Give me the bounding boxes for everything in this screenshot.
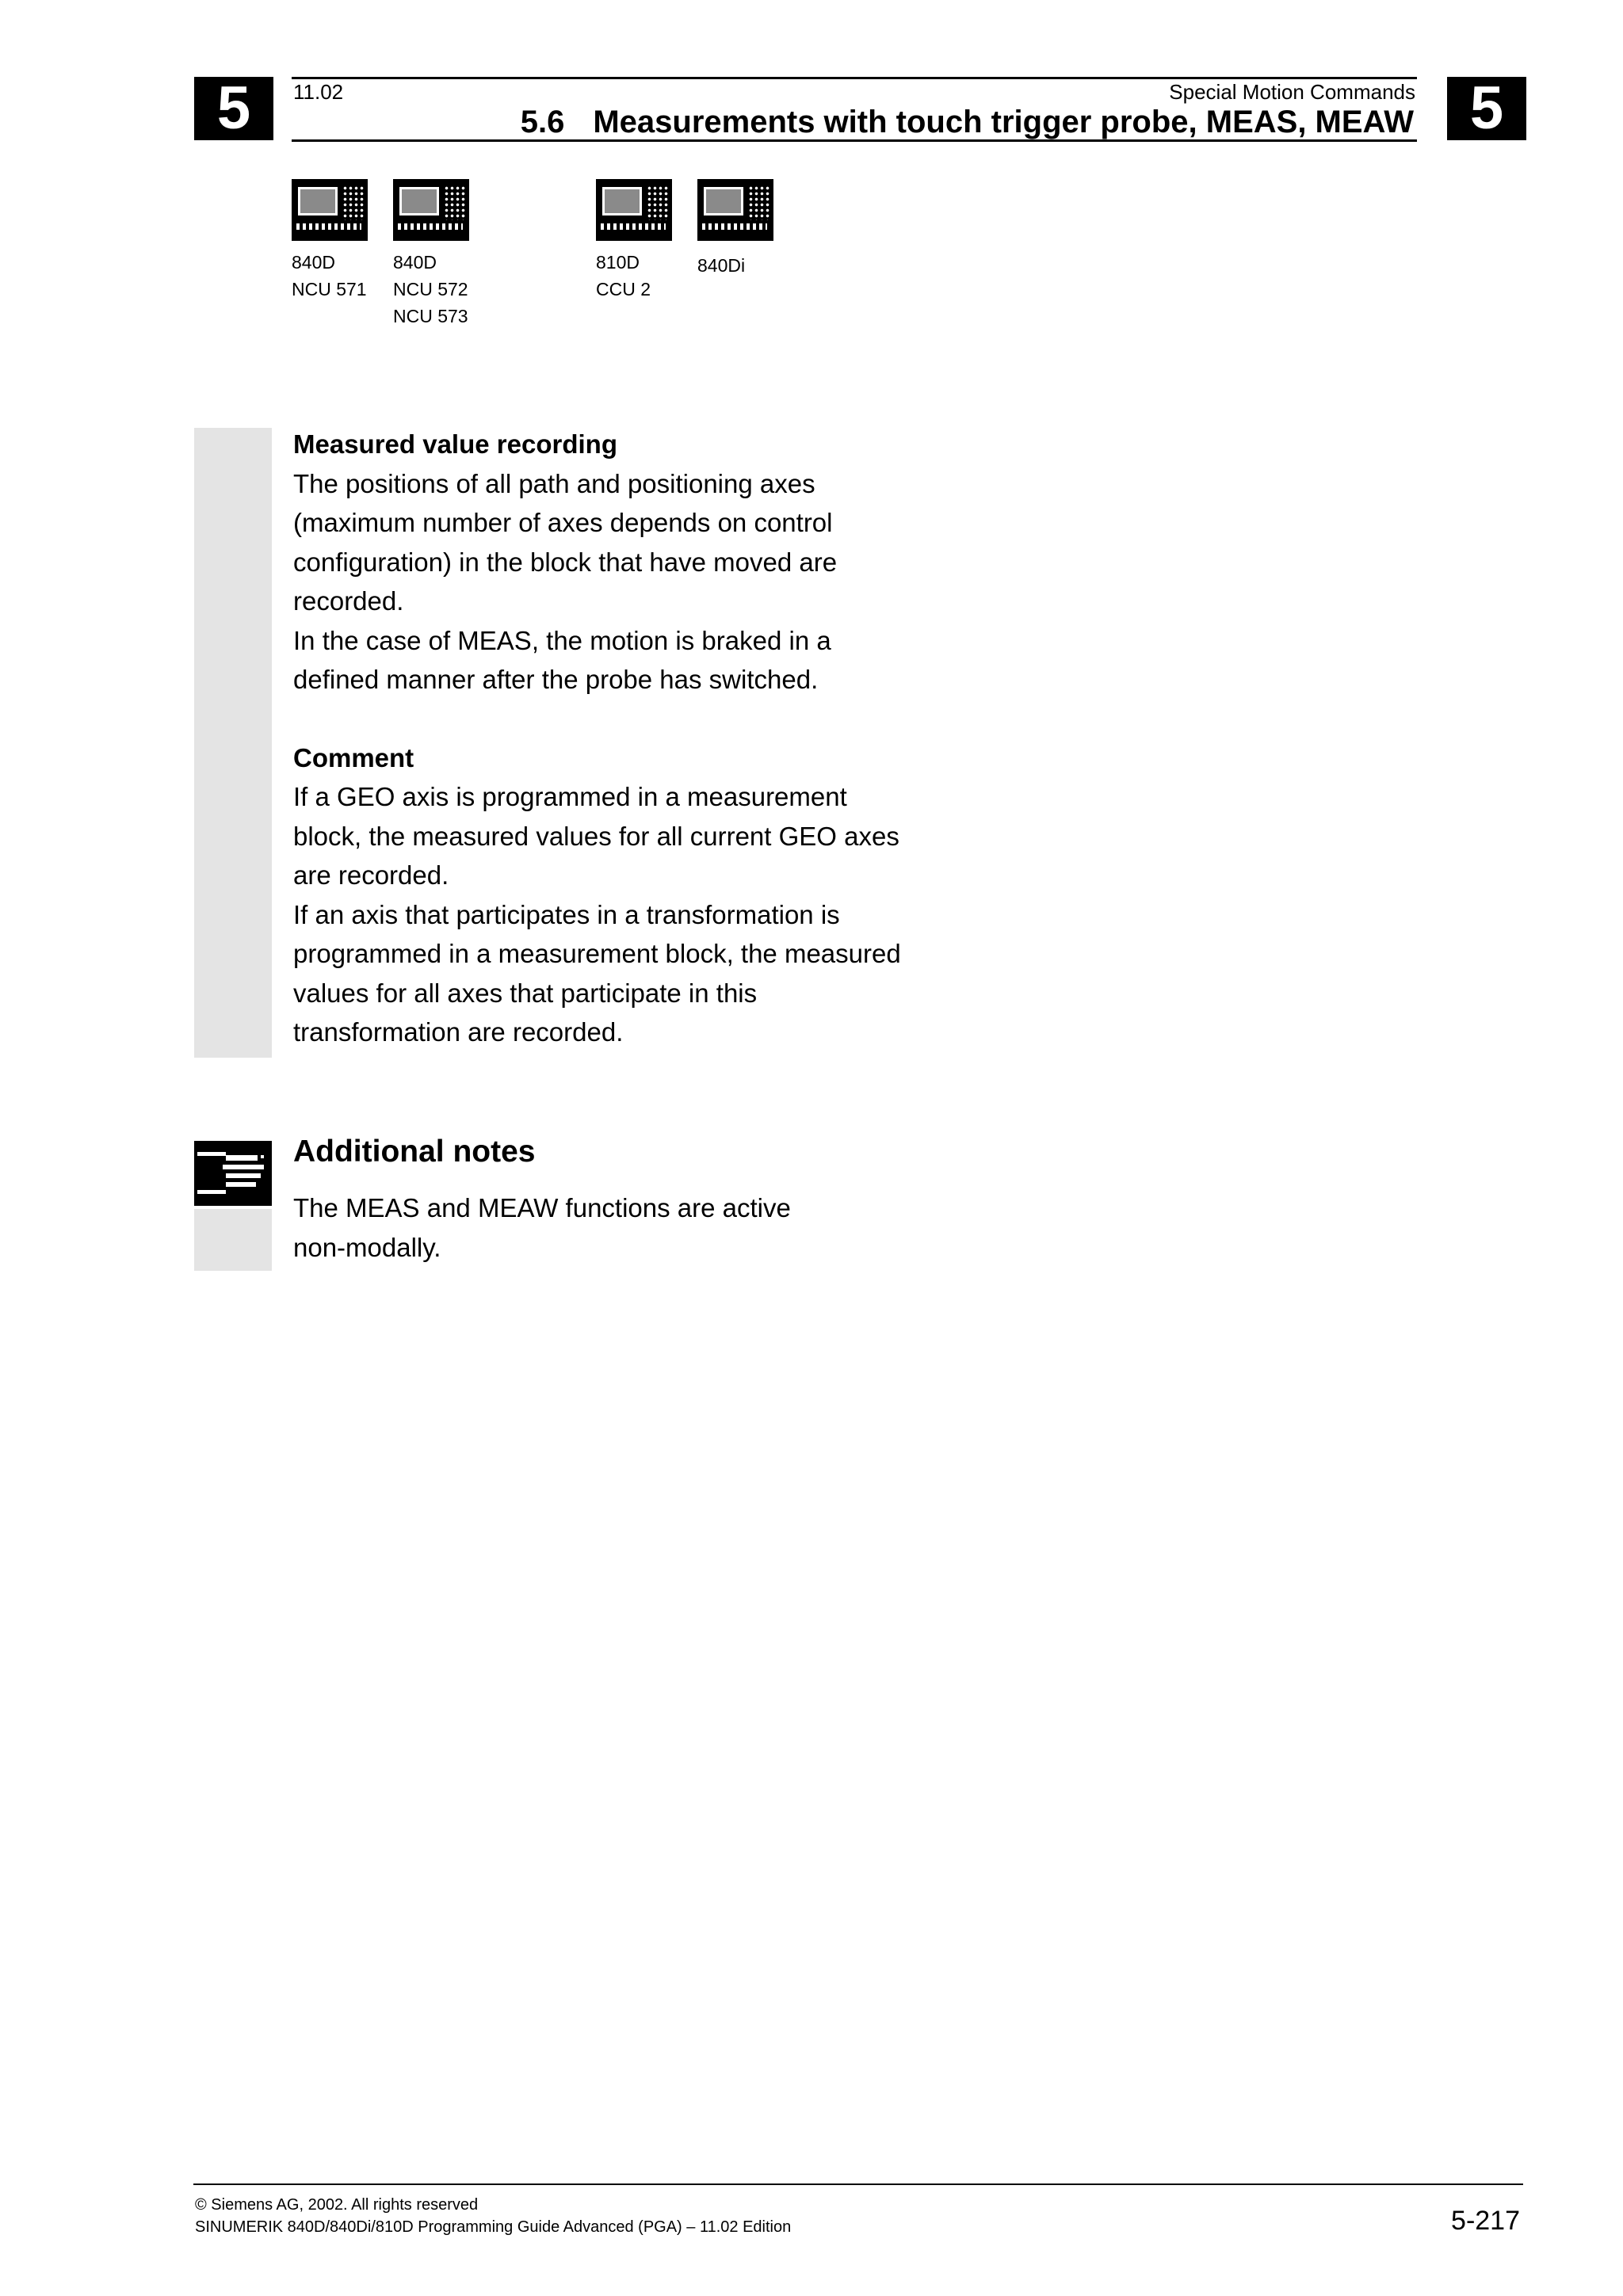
comment-heading: Comment xyxy=(293,742,414,772)
header-top-rule xyxy=(292,77,1417,79)
measured-line: In the case of MEAS, the motion is braked in a xyxy=(293,625,831,655)
main-text-block xyxy=(293,425,975,1052)
controller-panel-icon xyxy=(596,179,672,241)
notes-margin-bar xyxy=(194,1209,272,1271)
page-number: 5-217 xyxy=(1451,2206,1520,2236)
measured-line: recorded. xyxy=(293,586,404,616)
measured-heading: Measured value recording xyxy=(293,429,617,459)
controller-label: 840D NCU 571 xyxy=(292,252,367,299)
footer-rule xyxy=(193,2183,1523,2185)
margin-bar xyxy=(194,428,272,1058)
pointing-hand-icon xyxy=(194,1141,272,1206)
controller-label: 810D CCU 2 xyxy=(596,252,651,299)
measured-line: defined manner after the probe has switched. xyxy=(293,665,819,694)
controller-panel-icon xyxy=(292,179,368,241)
footer-guide-title: SINUMERIK 840D/840Di/810D Programming Guide Advanced (PGA) – 11.02 Edition xyxy=(195,2218,792,2236)
measured-line: configuration) in the block that have moved are xyxy=(293,547,838,577)
controller-panel-icon xyxy=(697,179,773,241)
header-section-name: Special Motion Commands xyxy=(1169,80,1415,104)
notes-heading: Additional notes xyxy=(293,1135,536,1169)
comment-line: are recorded. xyxy=(293,860,449,890)
controller-label: 840Di xyxy=(697,255,746,276)
controller-840d-ncu571 xyxy=(292,179,371,303)
page-title xyxy=(521,105,1414,140)
measured-line: The positions of all path and positioning axes xyxy=(293,468,815,498)
comment-line: values for all axes that participate in this xyxy=(293,978,758,1008)
controller-840di xyxy=(697,179,777,279)
title-text: Measurements with touch trigger probe, MEAS, MEAW xyxy=(593,105,1414,139)
comment-line: transformation are recorded. xyxy=(293,1017,624,1047)
notes-line: non-modally. xyxy=(293,1232,441,1262)
controller-840d-ncu572 xyxy=(393,179,472,330)
controller-label: 840D NCU 572 NCU 573 xyxy=(393,252,468,326)
notes-text-block xyxy=(293,1188,975,1267)
header-bottom-rule xyxy=(292,139,1417,142)
comment-line: If a GEO axis is programmed in a measurement xyxy=(293,782,847,811)
comment-line: block, the measured values for all current GEO axes xyxy=(293,821,899,851)
controller-panel-icon xyxy=(393,179,469,241)
title-number: 5.6 xyxy=(520,105,565,139)
measured-line: (maximum number of axes depends on control xyxy=(293,508,833,537)
chapter-marker-left: 5 xyxy=(194,77,273,140)
header-date: 11.02 xyxy=(293,80,344,104)
comment-line: If an axis that participates in a transformation is xyxy=(293,899,840,929)
controller-810d-ccu2 xyxy=(596,179,675,303)
chapter-marker-right: 5 xyxy=(1447,77,1526,140)
footer-copyright: © Siemens AG, 2002. All rights reserved xyxy=(195,2196,479,2214)
notes-line: The MEAS and MEAW functions are active xyxy=(293,1193,791,1222)
comment-line: programmed in a measurement block, the measured xyxy=(293,939,901,968)
